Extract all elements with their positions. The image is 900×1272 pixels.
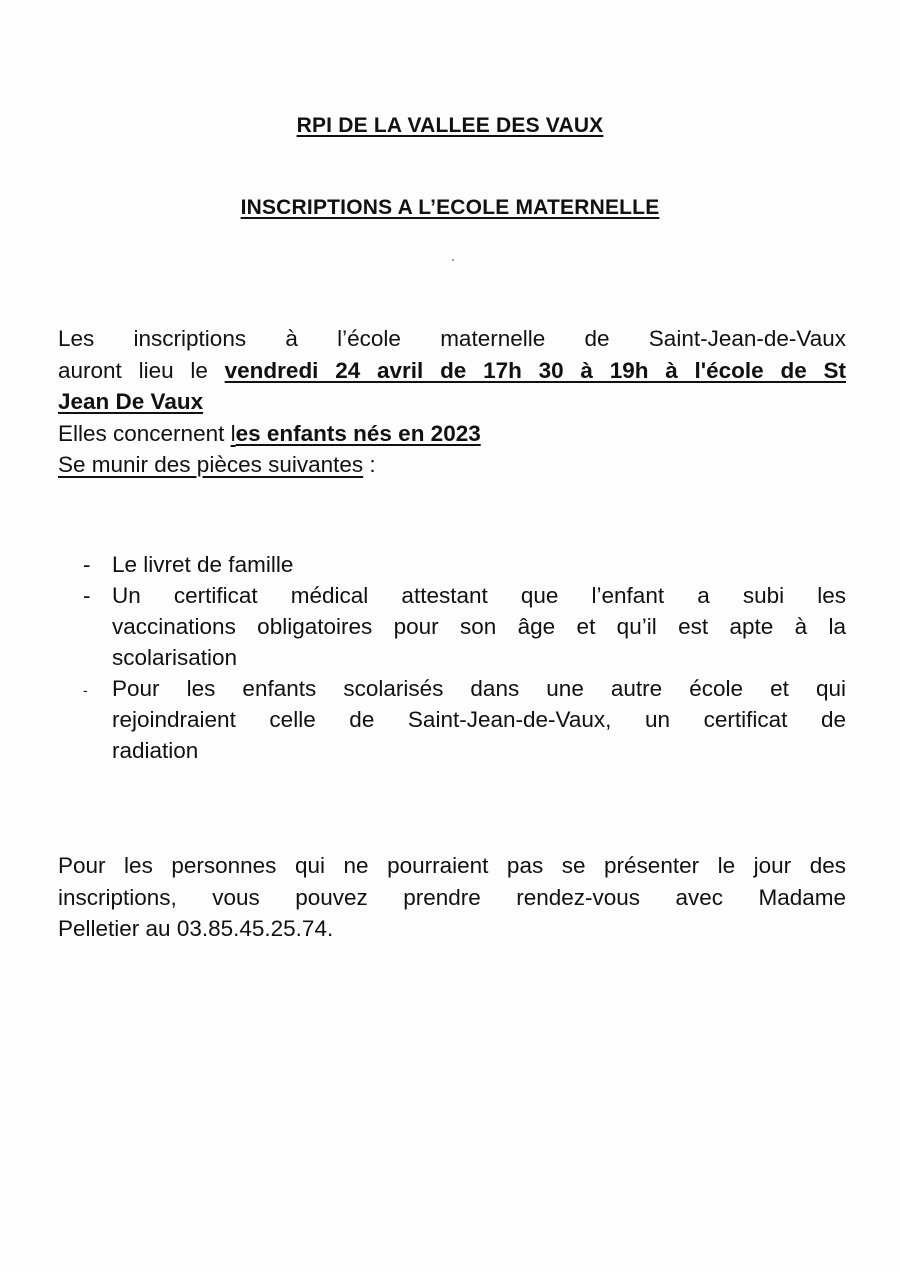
list-dash: - <box>83 583 91 608</box>
title-text: RPI DE LA VALLEE DES VAUX <box>296 114 604 137</box>
intro-line-4-first-letter: l <box>230 420 236 446</box>
list-item-line: scolarisation <box>112 645 238 670</box>
list-item-line: vaccinations obligatoires pour son âge et qu’il est apte à la <box>112 614 846 639</box>
scan-speck <box>452 259 454 261</box>
children-concerned: es enfants nés en 2023 <box>235 420 481 446</box>
subtitle-text: INSCRIPTIONS A L’ECOLE MATERNELLE <box>240 196 660 219</box>
list-item-line: Le livret de famille <box>112 552 294 577</box>
list-item <box>83 549 846 580</box>
document-title <box>0 114 900 138</box>
intro-line-5 <box>58 449 846 481</box>
intro-line-4-prefix: Elles concernent <box>58 420 231 446</box>
list-item <box>83 580 846 673</box>
document-subtitle <box>0 196 900 220</box>
closing-line-2: inscriptions, vous pouvez prendre rendez-vous avec Madame <box>58 884 846 910</box>
intro-line-5-suffix: : <box>363 452 376 477</box>
date-and-place: vendredi 24 avril de 17h 30 à 19h à l'école de St <box>224 357 846 383</box>
school-name: Jean De Vaux <box>58 389 204 414</box>
list-item-line: radiation <box>112 738 199 763</box>
list-item-line: Pour les enfants scolarisés dans une autre école et qui <box>112 676 846 701</box>
intro-line-3 <box>58 386 846 418</box>
list-dash: - <box>83 552 91 577</box>
required-documents-list <box>83 549 846 766</box>
list-item-line: Un certificat médical attestant que l’enfant a subi les <box>112 583 846 608</box>
list-dash: - <box>83 682 88 698</box>
closing-line-3: Pelletier au 03.85.45.25.74. <box>58 916 334 941</box>
list-item <box>83 673 846 766</box>
list-item-line: rejoindraient celle de Saint-Jean-de-Vaux, un certificat de <box>112 707 846 732</box>
intro-line-2-prefix: auront lieu le <box>58 357 225 383</box>
documents-required-heading: Se munir des pièces suivantes <box>58 452 364 477</box>
closing-line-1: Pour les personnes qui ne pourraient pas se présenter le jour des <box>58 853 846 878</box>
intro-line-4 <box>58 418 846 450</box>
intro-line-2 <box>58 355 846 387</box>
intro-line-1: Les inscriptions à l’école maternelle de Saint-Jean-de-Vaux <box>58 326 846 351</box>
intro-paragraph <box>58 323 846 481</box>
closing-paragraph <box>58 850 846 945</box>
